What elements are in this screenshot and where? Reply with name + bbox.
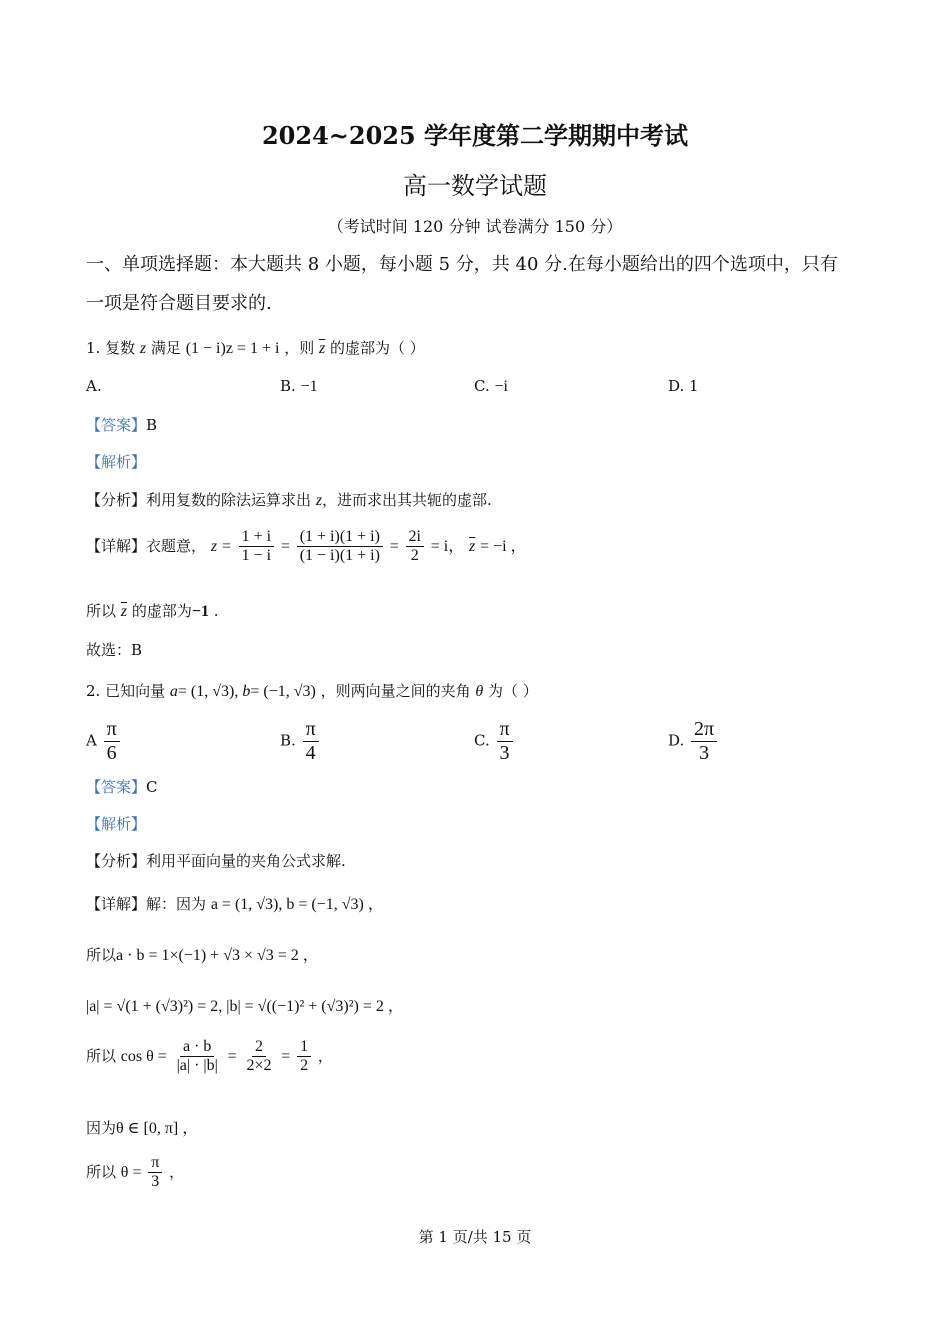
q1-suoyi: 所以 $\overline{z}$ 的虚部为−1 . xyxy=(86,602,219,620)
section-heading-line1: 一、单项选择题：本大题共 8 小题，每小题 5 分，共 40 分.在每小题给出的四个选项中，只有 xyxy=(86,254,838,275)
q1-option-c: C. −i xyxy=(474,377,508,395)
q1-option-b: B. −1 xyxy=(280,377,318,395)
q2-xiangjie: 【详解】解：因为 a = (1, √3), b = (−1, √3) ， xyxy=(86,895,384,913)
q1-jiexi: 【解析】 xyxy=(86,453,147,471)
exam-subtitle: 高一数学试题 xyxy=(403,172,547,200)
section-heading-line2: 一项是符合题目要求的. xyxy=(86,293,272,314)
q1-fenxi: 【分析】利用复数的除法运算求出 z，进而求出其共轭的虚部. xyxy=(86,491,492,509)
q1-guxuan: 故选：B xyxy=(86,641,143,659)
exam-title: 2024~2025 学年度第二学期期中考试 xyxy=(261,121,689,150)
q2-final: 所以 θ = $\frac{\pi}{3}$ ， xyxy=(86,1154,185,1191)
q2-fenxi: 【分析】利用平面向量的夹角公式求解. xyxy=(86,852,346,870)
q2-stem: 2. 已知向量 a= (1, √3), b= (−1, √3) ，则两向量之间的夹角 θ 为（ ） xyxy=(86,682,538,700)
q2-option-b: B. $\frac{\pi}{4}$ xyxy=(280,718,321,765)
q2-option-d: D. $\frac{2\pi}{3}$ xyxy=(668,718,719,765)
q2-option-a: A $\frac{\pi}{6}$ xyxy=(86,718,122,765)
exam-time-note: （考试时间 120 分钟 试卷满分 150 分） xyxy=(327,217,623,236)
q1-option-d: D. 1 xyxy=(668,377,699,395)
page-footer: 第 1 页/共 15 页 xyxy=(418,1228,532,1246)
q2-cos: 所以 cos θ = $\frac{a \cdot b}{|a| \cdot |b|}$ = $\frac{2}{2\times 2}$ = $\frac{1}{2}$ ， xyxy=(86,1038,333,1075)
q2-range: 因为θ ∈ [0, π] ， xyxy=(86,1119,199,1137)
q2-jiexi: 【解析】 xyxy=(86,815,147,833)
q2-answer: 【答案】C xyxy=(86,778,158,796)
q2-option-c: C. $\frac{\pi}{3}$ xyxy=(474,718,515,765)
q1-fraction-2: $\frac{(1 + i)(1 + i)}{(1 - i)(1 + i)}$ xyxy=(297,528,383,566)
q1-xiangjie: 【详解】衣题意， z = $\frac{1 + i}{1 - i}$ = $\frac{(1 + i)(1 + i)}{(1 - i)(1 + i)}$ = $\frac{2i}{2}$ = i， $\overline{z} = -i$ ， xyxy=(86,528,527,565)
q2-norms: |a| = √(1 + (√3)²) = 2, |b| = √((−1)² + (√3)²) = 2 ， xyxy=(86,998,404,1015)
q2-dot-product: 所以a · b = 1×(−1) + √3 × √3 = 2 ， xyxy=(86,946,319,964)
q1-option-a: A. xyxy=(86,377,102,395)
q1-answer: 【答案】B xyxy=(86,416,158,434)
q1-stem: 1. 复数 z 满足 (1 − i)z = 1 + i ，则 $\overline{z}$ 的虚部为（ ） xyxy=(86,339,425,357)
q1-fraction-1: $\frac{1 + i}{1 - i}$ xyxy=(239,528,274,566)
q1-fraction-3: $\frac{2i}{2}$ xyxy=(406,528,424,566)
